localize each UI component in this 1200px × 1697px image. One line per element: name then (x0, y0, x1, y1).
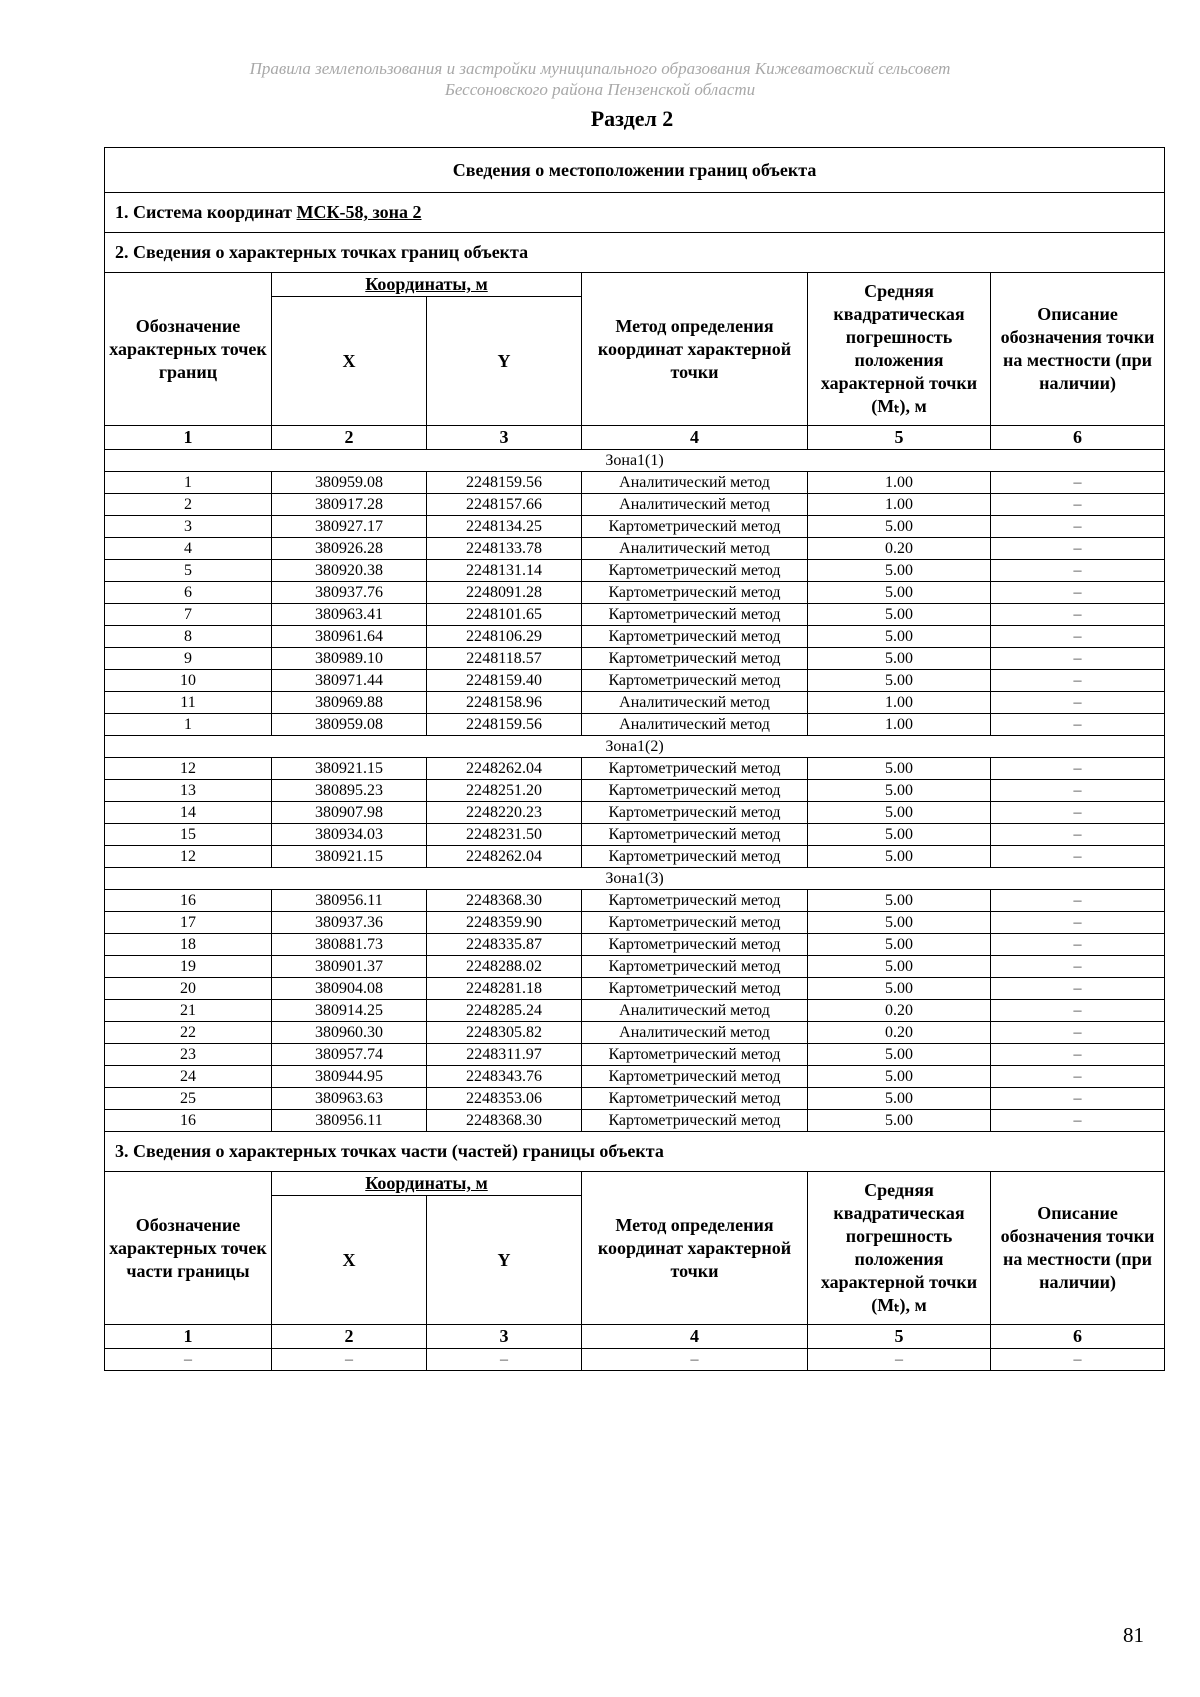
zone-label: Зона1(3) (105, 868, 1165, 890)
y-cell: 2248251.20 (427, 780, 582, 802)
col-number: 5 (808, 426, 991, 450)
point-number-cell: 4 (105, 538, 272, 560)
x-cell: 380989.10 (272, 648, 427, 670)
table-row (105, 648, 1165, 670)
table-row (105, 714, 1165, 736)
x-cell: 380956.11 (272, 890, 427, 912)
description-cell: – (991, 1022, 1165, 1044)
error-cell: 5.00 (808, 1066, 991, 1088)
x-cell: 380907.98 (272, 802, 427, 824)
running-header (0, 58, 1200, 100)
point-number-cell: 25 (105, 1088, 272, 1110)
table-row (105, 516, 1165, 538)
description-cell: – (991, 1000, 1165, 1022)
point-number-cell: 15 (105, 824, 272, 846)
method-cell: Картометрический метод (582, 648, 808, 670)
description-cell: – (991, 824, 1165, 846)
col-error-header: Средняя квадратическая погрешность положения характерной точки (Mₜ), м (808, 1172, 991, 1325)
table-row (105, 1088, 1165, 1110)
description-cell: – (991, 846, 1165, 868)
point-number-cell: 19 (105, 956, 272, 978)
method-cell: Аналитический метод (582, 472, 808, 494)
col-number: 3 (427, 1325, 582, 1349)
method-cell: Аналитический метод (582, 1000, 808, 1022)
x-cell: 380904.08 (272, 978, 427, 1000)
point-number-cell: 12 (105, 846, 272, 868)
col-coords-label: Координаты, м (365, 1173, 488, 1193)
y-cell: 2248106.29 (427, 626, 582, 648)
point-number-cell: 20 (105, 978, 272, 1000)
zone-row (105, 736, 1165, 758)
error-cell: 1.00 (808, 494, 991, 516)
method-cell: Картометрический метод (582, 758, 808, 780)
description-cell: – (991, 714, 1165, 736)
point-number-cell: 10 (105, 670, 272, 692)
point-number-cell: 9 (105, 648, 272, 670)
description-cell: – (991, 538, 1165, 560)
point-number-cell: 24 (105, 1066, 272, 1088)
table-row (105, 846, 1165, 868)
table-row (105, 494, 1165, 516)
col-number: 3 (427, 426, 582, 450)
zone-label: Зона1(1) (105, 450, 1165, 472)
col-number: 4 (582, 426, 808, 450)
table-row (105, 890, 1165, 912)
running-header-line-1: Правила землепользования и застройки муниципального образования Кижеватовский сельсовет (249, 59, 951, 78)
point-number-cell: 5 (105, 560, 272, 582)
y-cell: 2248118.57 (427, 648, 582, 670)
coordinate-system-value: МСК-58, зона 2 (296, 202, 422, 222)
table-row (105, 1044, 1165, 1066)
point-number-cell: 7 (105, 604, 272, 626)
point-number-cell: 17 (105, 912, 272, 934)
col-number: 5 (808, 1325, 991, 1349)
y-cell: 2248343.76 (427, 1066, 582, 1088)
error-cell: 5.00 (808, 516, 991, 538)
x-cell: 380937.76 (272, 582, 427, 604)
point-number-cell: 3 (105, 516, 272, 538)
boundary-table (104, 147, 1165, 1371)
table-row (105, 1110, 1165, 1132)
table-row (105, 802, 1165, 824)
error-cell: 5.00 (808, 846, 991, 868)
description-cell: – (991, 494, 1165, 516)
method-cell: Картометрический метод (582, 802, 808, 824)
table-row (105, 912, 1165, 934)
table-row (105, 472, 1165, 494)
y-cell: 2248335.87 (427, 934, 582, 956)
error-cell: 1.00 (808, 714, 991, 736)
y-cell: 2248305.82 (427, 1022, 582, 1044)
table-row (105, 1022, 1165, 1044)
point-number-cell: 2 (105, 494, 272, 516)
column-numbers-row (105, 1325, 1165, 1349)
x-cell: 380959.08 (272, 472, 427, 494)
description-cell: – (991, 758, 1165, 780)
error-cell: 5.00 (808, 1088, 991, 1110)
method-cell: Аналитический метод (582, 692, 808, 714)
x-cell: 380971.44 (272, 670, 427, 692)
col-number: 6 (991, 1325, 1165, 1349)
table-row (105, 780, 1165, 802)
x-cell: 380960.30 (272, 1022, 427, 1044)
x-cell: 380961.64 (272, 626, 427, 648)
point-number-cell: 8 (105, 626, 272, 648)
x-cell: 380963.63 (272, 1088, 427, 1110)
x-cell: 380956.11 (272, 1110, 427, 1132)
y-cell: 2248157.66 (427, 494, 582, 516)
error-cell: 5.00 (808, 560, 991, 582)
points-section-title: 2. Сведения о характерных точках границ объекта (105, 233, 1165, 273)
col-designation-part-header: Обозначение характерных точек части границы (105, 1172, 272, 1325)
error-cell: 1.00 (808, 472, 991, 494)
description-cell: – (991, 670, 1165, 692)
description-cell: – (991, 956, 1165, 978)
method-cell: Аналитический метод (582, 538, 808, 560)
col-coords-label: Координаты, м (365, 274, 488, 294)
description-cell: – (991, 780, 1165, 802)
x-cell: 380921.15 (272, 758, 427, 780)
description-cell: – (991, 648, 1165, 670)
point-number-cell: 12 (105, 758, 272, 780)
x-cell: 380926.28 (272, 538, 427, 560)
method-cell: Картометрический метод (582, 604, 808, 626)
col-description-header: Описание обозначения точки на местности (при наличии) (991, 1172, 1165, 1325)
x-cell: 380914.25 (272, 1000, 427, 1022)
error-cell: 5.00 (808, 780, 991, 802)
method-cell: Картометрический метод (582, 1110, 808, 1132)
error-cell: 5.00 (808, 802, 991, 824)
description-cell: – (991, 516, 1165, 538)
method-cell: Картометрический метод (582, 824, 808, 846)
x-cell: 380937.36 (272, 912, 427, 934)
y-cell: 2248091.28 (427, 582, 582, 604)
table-row (105, 582, 1165, 604)
section-title: Раздел 2 (590, 106, 674, 131)
method-cell: Картометрический метод (582, 626, 808, 648)
part-table-row (105, 1349, 1165, 1371)
table-row (105, 1066, 1165, 1088)
table-row (105, 560, 1165, 582)
point-number-cell: 16 (105, 890, 272, 912)
description-cell: – (991, 692, 1165, 714)
column-numbers-row (105, 426, 1165, 450)
method-cell: Картометрический метод (582, 912, 808, 934)
point-number-cell: 18 (105, 934, 272, 956)
y-cell: 2248262.04 (427, 758, 582, 780)
table-row (105, 1000, 1165, 1022)
error-cell: 5.00 (808, 934, 991, 956)
error-cell: 5.00 (808, 604, 991, 626)
table-row (105, 692, 1165, 714)
error-cell: 5.00 (808, 978, 991, 1000)
point-number-cell: 21 (105, 1000, 272, 1022)
error-cell: 5.00 (808, 670, 991, 692)
method-cell: Картометрический метод (582, 978, 808, 1000)
error-cell: 5.00 (808, 824, 991, 846)
y-cell: 2248131.14 (427, 560, 582, 582)
col-coords-header (272, 273, 582, 297)
method-cell: Картометрический метод (582, 560, 808, 582)
col-number: 4 (582, 1325, 808, 1349)
coordinate-system (105, 193, 1165, 233)
col-number: 2 (272, 426, 427, 450)
x-cell: 380944.95 (272, 1066, 427, 1088)
point-number-cell: 13 (105, 780, 272, 802)
table-row (105, 956, 1165, 978)
parts-section-title: 3. Сведения о характерных точках части (частей) границы объекта (105, 1132, 1165, 1172)
description-cell: – (991, 912, 1165, 934)
method-cell: Картометрический метод (582, 780, 808, 802)
method-cell: Картометрический метод (582, 582, 808, 604)
part-cell: – (427, 1349, 582, 1371)
error-cell: 0.20 (808, 1022, 991, 1044)
table-row (105, 670, 1165, 692)
col-number: 2 (272, 1325, 427, 1349)
description-cell: – (991, 1066, 1165, 1088)
method-cell: Аналитический метод (582, 714, 808, 736)
y-cell: 2248262.04 (427, 846, 582, 868)
point-number-cell: 6 (105, 582, 272, 604)
method-cell: Аналитический метод (582, 494, 808, 516)
y-cell: 2248133.78 (427, 538, 582, 560)
zone-label: Зона1(2) (105, 736, 1165, 758)
y-cell: 2248231.50 (427, 824, 582, 846)
y-cell: 2248134.25 (427, 516, 582, 538)
error-cell: 1.00 (808, 692, 991, 714)
description-cell: – (991, 802, 1165, 824)
y-cell: 2248285.24 (427, 1000, 582, 1022)
x-cell: 380901.37 (272, 956, 427, 978)
description-cell: – (991, 1110, 1165, 1132)
x-cell: 380957.74 (272, 1044, 427, 1066)
error-cell: 0.20 (808, 1000, 991, 1022)
x-cell: 380959.08 (272, 714, 427, 736)
col-coords-header (272, 1172, 582, 1196)
method-cell: Картометрический метод (582, 1066, 808, 1088)
col-description-header: Описание обозначения точки на местности (при наличии) (991, 273, 1165, 426)
x-cell: 380895.23 (272, 780, 427, 802)
y-cell: 2248101.65 (427, 604, 582, 626)
y-cell: 2248288.02 (427, 956, 582, 978)
point-number-cell: 14 (105, 802, 272, 824)
col-x-header: X (272, 1196, 427, 1325)
part-cell: – (991, 1349, 1165, 1371)
part-cell: – (808, 1349, 991, 1371)
point-number-cell: 1 (105, 472, 272, 494)
y-cell: 2248220.23 (427, 802, 582, 824)
table-caption: Сведения о местоположении границ объекта (105, 148, 1165, 193)
col-number: 1 (105, 1325, 272, 1349)
col-error-header: Средняя квадратическая погрешность положения характерной точки (Mₜ), м (808, 273, 991, 426)
coordinate-system-label: 1. Система координат (115, 202, 297, 222)
point-number-cell: 22 (105, 1022, 272, 1044)
x-cell: 380920.38 (272, 560, 427, 582)
description-cell: – (991, 934, 1165, 956)
error-cell: 5.00 (808, 626, 991, 648)
x-cell: 380969.88 (272, 692, 427, 714)
error-cell: 5.00 (808, 890, 991, 912)
table-row (105, 604, 1165, 626)
error-cell: 5.00 (808, 1110, 991, 1132)
error-cell: 5.00 (808, 1044, 991, 1066)
error-cell: 5.00 (808, 912, 991, 934)
error-cell: 5.00 (808, 758, 991, 780)
method-cell: Картометрический метод (582, 956, 808, 978)
y-cell: 2248311.97 (427, 1044, 582, 1066)
description-cell: – (991, 604, 1165, 626)
method-cell: Картометрический метод (582, 846, 808, 868)
y-cell: 2248359.90 (427, 912, 582, 934)
description-cell: – (991, 472, 1165, 494)
col-number: 6 (991, 426, 1165, 450)
zone-row (105, 868, 1165, 890)
col-designation-header: Обозначение характерных точек границ (105, 273, 272, 426)
method-cell: Картометрический метод (582, 1044, 808, 1066)
description-cell: – (991, 582, 1165, 604)
y-cell: 2248281.18 (427, 978, 582, 1000)
table-row (105, 538, 1165, 560)
col-method-header: Метод определения координат характерной точки (582, 273, 808, 426)
col-method-header: Метод определения координат характерной точки (582, 1172, 808, 1325)
part-cell: – (105, 1349, 272, 1371)
y-cell: 2248368.30 (427, 890, 582, 912)
method-cell: Картометрический метод (582, 670, 808, 692)
table-row (105, 824, 1165, 846)
col-number: 1 (105, 426, 272, 450)
table-row (105, 626, 1165, 648)
x-cell: 380927.17 (272, 516, 427, 538)
error-cell: 0.20 (808, 538, 991, 560)
y-cell: 2248368.30 (427, 1110, 582, 1132)
point-number-cell: 23 (105, 1044, 272, 1066)
part-cell: – (272, 1349, 427, 1371)
point-number-cell: 11 (105, 692, 272, 714)
method-cell: Аналитический метод (582, 1022, 808, 1044)
description-cell: – (991, 1044, 1165, 1066)
x-cell: 380917.28 (272, 494, 427, 516)
point-number-cell: 1 (105, 714, 272, 736)
x-cell: 380881.73 (272, 934, 427, 956)
y-cell: 2248158.96 (427, 692, 582, 714)
method-cell: Картометрический метод (582, 516, 808, 538)
method-cell: Картометрический метод (582, 934, 808, 956)
method-cell: Картометрический метод (582, 1088, 808, 1110)
description-cell: – (991, 626, 1165, 648)
description-cell: – (991, 978, 1165, 1000)
table-row (105, 978, 1165, 1000)
x-cell: 380934.03 (272, 824, 427, 846)
x-cell: 380963.41 (272, 604, 427, 626)
col-y-header: Y (427, 297, 582, 426)
table-row (105, 934, 1165, 956)
y-cell: 2248159.40 (427, 670, 582, 692)
y-cell: 2248353.06 (427, 1088, 582, 1110)
description-cell: – (991, 560, 1165, 582)
x-cell: 380921.15 (272, 846, 427, 868)
error-cell: 5.00 (808, 956, 991, 978)
error-cell: 5.00 (808, 582, 991, 604)
col-x-header: X (272, 297, 427, 426)
page-number: 81 (1123, 1623, 1144, 1647)
y-cell: 2248159.56 (427, 472, 582, 494)
table-row (105, 758, 1165, 780)
error-cell: 5.00 (808, 648, 991, 670)
description-cell: – (991, 1088, 1165, 1110)
method-cell: Картометрический метод (582, 890, 808, 912)
point-number-cell: 16 (105, 1110, 272, 1132)
running-header-line-2: Бессоновского района Пензенской области (444, 80, 756, 99)
zone-row (105, 450, 1165, 472)
y-cell: 2248159.56 (427, 714, 582, 736)
description-cell: – (991, 890, 1165, 912)
col-y-header: Y (427, 1196, 582, 1325)
part-cell: – (582, 1349, 808, 1371)
